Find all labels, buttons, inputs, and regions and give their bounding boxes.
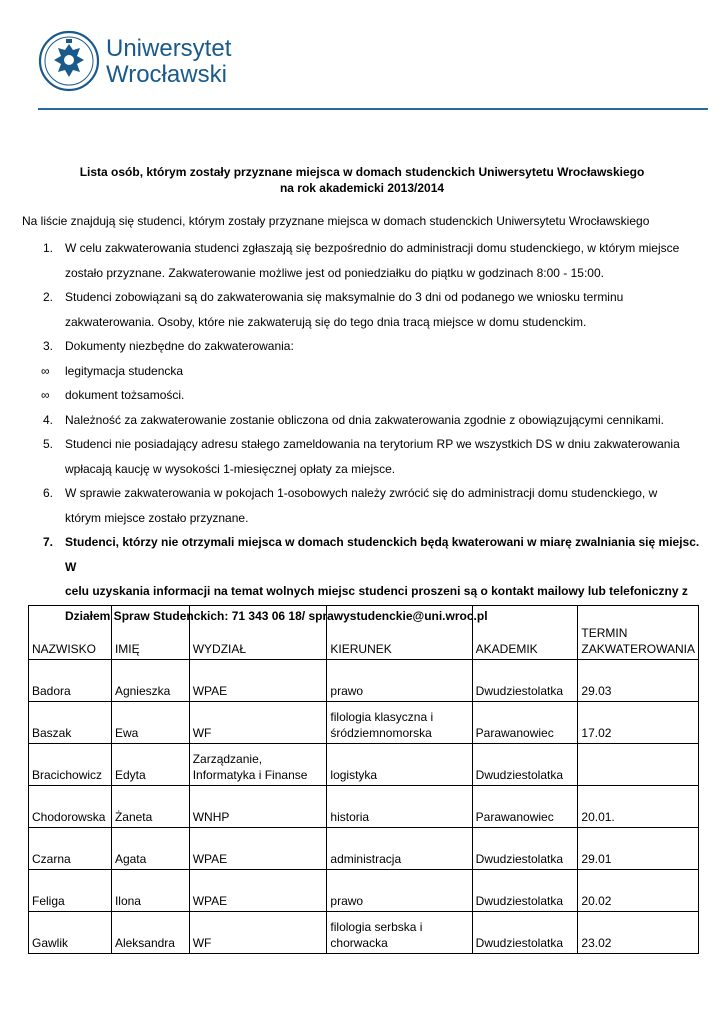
column-header: WYDZIAŁ bbox=[189, 606, 327, 660]
title-line-1: Lista osób, którym zostały przyznane miejsca w domach studenckich Uniwersytetu Wrocławskiego bbox=[79, 165, 645, 179]
table-header-row bbox=[29, 606, 699, 660]
header-divider bbox=[38, 108, 708, 110]
list-item bbox=[38, 432, 708, 481]
column-header: TERMIN ZAKWATEROWANIA bbox=[578, 606, 699, 660]
table-cell: 29.01 bbox=[578, 828, 699, 870]
list-number: 6. bbox=[43, 486, 54, 500]
table-cell: WNHP bbox=[189, 786, 327, 828]
bullet-item bbox=[38, 359, 708, 384]
list-item bbox=[38, 334, 708, 359]
table-cell: Feliga bbox=[29, 870, 112, 912]
table-cell: administracja bbox=[327, 828, 472, 870]
table-cell: WF bbox=[189, 702, 327, 744]
list-number: 4. bbox=[43, 412, 54, 427]
list-item bbox=[38, 236, 708, 285]
list-item-text: W sprawie zakwaterowania w pokojach 1-osobowych należy zwrócić się do administracji domu studenckiego, w bbox=[65, 486, 658, 500]
table-row bbox=[29, 660, 699, 702]
table-cell: Ewa bbox=[111, 702, 189, 744]
table-cell: filologia klasyczna i śródziemnomorska bbox=[327, 702, 472, 744]
table-cell: filologia serbska i chorwacka bbox=[327, 912, 472, 954]
table-cell bbox=[578, 744, 699, 786]
list-item-text: Studenci nie posiadający adresu stałego zameldowania na terytorium RP we wszystkich DS w dniu zakwaterowania bbox=[65, 437, 680, 451]
table-cell: Dwudziestolatka bbox=[472, 660, 578, 702]
table-cell: prawo bbox=[327, 660, 472, 702]
table-row bbox=[29, 786, 699, 828]
rules-list bbox=[38, 236, 708, 628]
list-item bbox=[38, 408, 708, 433]
list-item-text: Należność za zakwaterowanie zostanie obliczona od dnia zakwaterowania zgodnie z obowiązującymi cennikami. bbox=[65, 412, 664, 427]
list-item-text: Dokumenty niezbędne do zakwaterowania: bbox=[65, 339, 294, 353]
list-item-text: W celu zakwaterowania studenci zgłaszają się bezpośrednio do administracji domu studenckiego, w którym miejsce bbox=[65, 241, 680, 255]
table-cell: WPAE bbox=[189, 660, 327, 702]
list-item-text: zostało przyznane. Zakwaterowanie możliwe jest od poniedziałku do piątku w godzinach 8:00 - 15:00. bbox=[65, 265, 604, 280]
column-header: KIERUNEK bbox=[327, 606, 472, 660]
table-cell: 29.03 bbox=[578, 660, 699, 702]
list-item bbox=[38, 285, 708, 334]
table-row bbox=[29, 744, 699, 786]
list-item-text: dokument tożsamości. bbox=[65, 388, 185, 402]
list-number: 5. bbox=[43, 437, 54, 451]
table-cell: historia bbox=[327, 786, 472, 828]
table-cell: 20.01. bbox=[578, 786, 699, 828]
column-header: AKADEMIK bbox=[472, 606, 578, 660]
table-cell: Bracichowicz bbox=[29, 744, 112, 786]
table-cell: WPAE bbox=[189, 828, 327, 870]
table-cell: Parawanowiec bbox=[472, 786, 578, 828]
logo-line-1: Uniwersytet bbox=[106, 35, 232, 62]
table-cell: Aleksandra bbox=[111, 912, 189, 954]
list-number: 2. bbox=[43, 290, 54, 304]
column-header: NAZWISKO bbox=[29, 606, 112, 660]
table-cell: Czarna bbox=[29, 828, 112, 870]
logo-line-2: Wrocławski bbox=[106, 61, 227, 88]
table-row bbox=[29, 702, 699, 744]
table-cell: Żaneta bbox=[111, 786, 189, 828]
page-header bbox=[38, 28, 708, 110]
list-number: 3. bbox=[43, 339, 54, 353]
table-cell: 20.02 bbox=[578, 870, 699, 912]
table-cell: Edyta bbox=[111, 744, 189, 786]
table-cell: Badora bbox=[29, 660, 112, 702]
table-cell: WPAE bbox=[189, 870, 327, 912]
table-row bbox=[29, 870, 699, 912]
table-cell: Dwudziestolatka bbox=[472, 870, 578, 912]
list-item-text: Studenci zobowiązani są do zakwaterowania się maksymalnie do 3 dni od podanego we wniosku terminu bbox=[65, 290, 624, 304]
table-cell: Agata bbox=[111, 828, 189, 870]
table-cell: 17.02 bbox=[578, 702, 699, 744]
table-cell: Chodorowska bbox=[29, 786, 112, 828]
table-row bbox=[29, 912, 699, 954]
table-cell: 23.02 bbox=[578, 912, 699, 954]
list-item-text: legitymacja studencka bbox=[65, 363, 184, 378]
table-row bbox=[29, 828, 699, 870]
university-seal-icon bbox=[38, 30, 100, 92]
list-item-text: Studenci, którzy nie otrzymali miejsca w domach studenckich będą kwaterowani w miarę zwalniania się miejsc. W bbox=[65, 535, 700, 574]
table-cell: Dwudziestolatka bbox=[472, 828, 578, 870]
table-cell: Baszak bbox=[29, 702, 112, 744]
table-cell: Zarządzanie, Informatyka i Finanse bbox=[189, 744, 327, 786]
list-item-text: wpłacają kaucję w wysokości 1-miesięcznej opłaty za miejsce. bbox=[65, 461, 396, 476]
table-cell: Ilona bbox=[111, 870, 189, 912]
table-cell: prawo bbox=[327, 870, 472, 912]
table-cell: WF bbox=[189, 912, 327, 954]
table-cell: Dwudziestolatka bbox=[472, 912, 578, 954]
bullet-symbol: ∞ bbox=[41, 363, 50, 378]
accommodation-table bbox=[28, 605, 699, 954]
list-item bbox=[38, 481, 708, 530]
bullet-item bbox=[38, 383, 708, 408]
table-cell: logistyka bbox=[327, 744, 472, 786]
table-cell: Parawanowiec bbox=[472, 702, 578, 744]
title-line-2: na rok akademicki 2013/2014 bbox=[279, 181, 445, 195]
list-item-text: celu uzyskania informacji na temat wolnych miejsc studenci proszeni są o kontakt mailowy lub telefoniczny z bbox=[65, 584, 688, 598]
bullet-symbol: ∞ bbox=[41, 388, 50, 402]
table-cell: Dwudziestolatka bbox=[472, 744, 578, 786]
intro-paragraph: Na liście znajdują się studenci, którym zostały przyznane miejsca w domach studenckich Uniwersytetu Wrocławskiego bbox=[22, 214, 650, 228]
list-item-text: zakwaterowania. Osoby, które nie zakwaterują się do tego dnia tracą miejsce w domu studenckim. bbox=[65, 314, 587, 329]
university-logo-text bbox=[106, 36, 231, 88]
list-number: 7. bbox=[43, 535, 54, 549]
column-header: IMIĘ bbox=[111, 606, 189, 660]
list-number: 1. bbox=[43, 241, 54, 255]
table-cell: Gawlik bbox=[29, 912, 112, 954]
table-cell: Agnieszka bbox=[111, 660, 189, 702]
list-item-text: którym miejsce zostało przyznane. bbox=[65, 510, 249, 525]
list-item-text: Działem Spraw Studenckich: 71 343 06 18/ sprawystudenckie@uni.wroc.pl bbox=[65, 608, 488, 623]
document-title bbox=[0, 164, 724, 196]
